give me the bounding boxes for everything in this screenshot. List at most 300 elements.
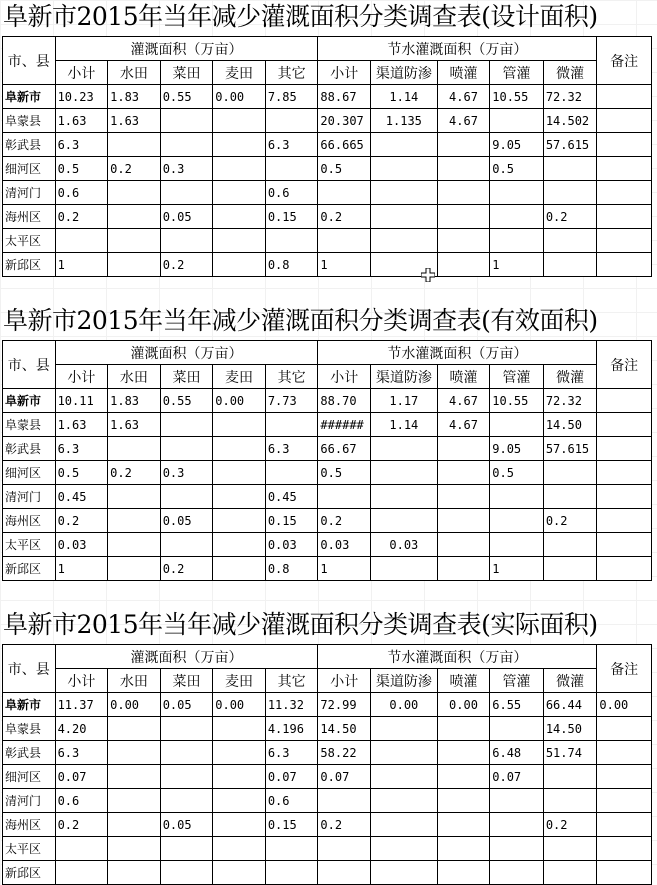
value-cell[interactable]: 1 [55,253,108,277]
region-name-cell[interactable]: 阜蒙县 [3,717,56,741]
value-cell[interactable]: 0.2 [108,157,161,181]
value-cell[interactable] [597,861,652,885]
value-cell[interactable] [213,861,266,885]
value-cell[interactable]: 4.67 [437,85,490,109]
column-header[interactable]: 水田 [108,365,161,389]
value-cell[interactable]: 66.67 [318,437,371,461]
value-cell[interactable] [437,133,490,157]
value-cell[interactable] [597,109,652,133]
value-cell[interactable] [213,461,266,485]
column-header[interactable]: 麦田 [213,61,266,85]
value-cell[interactable] [437,861,490,885]
column-header[interactable]: 小计 [318,365,371,389]
value-cell[interactable]: 0.2 [55,205,108,229]
value-cell[interactable]: 0.05 [160,693,213,717]
value-cell[interactable] [597,133,652,157]
region-name-cell[interactable]: 新邱区 [3,253,56,277]
value-cell[interactable] [437,229,490,253]
value-cell[interactable]: 0.2 [160,253,213,277]
value-cell[interactable]: 1 [490,253,544,277]
value-cell[interactable]: 0.03 [318,533,371,557]
value-cell[interactable] [160,789,213,813]
region-name-cell[interactable]: 太平区 [3,229,56,253]
value-cell[interactable]: 10.11 [55,389,108,413]
region-name-cell[interactable]: 新邱区 [3,557,56,581]
value-cell[interactable] [490,861,544,885]
value-cell[interactable]: 0.8 [265,557,318,581]
value-cell[interactable]: 0.2 [318,813,371,837]
value-cell[interactable] [597,789,652,813]
column-header[interactable]: 菜田 [160,669,213,693]
value-cell[interactable] [370,741,437,765]
value-cell[interactable] [490,813,544,837]
value-cell[interactable]: 66.665 [318,133,371,157]
column-header[interactable]: 其它 [265,669,318,693]
value-cell[interactable] [213,837,266,861]
value-cell[interactable]: 1.63 [55,413,108,437]
value-cell[interactable] [437,157,490,181]
value-cell[interactable] [543,789,597,813]
value-cell[interactable] [55,229,108,253]
value-cell[interactable] [160,861,213,885]
value-cell[interactable]: 1.17 [370,389,437,413]
value-cell[interactable] [490,485,544,509]
value-cell[interactable] [160,181,213,205]
value-cell[interactable] [265,229,318,253]
value-cell[interactable] [597,229,652,253]
region-name-cell[interactable]: 太平区 [3,837,56,861]
region-name-cell[interactable]: 清河门 [3,485,56,509]
value-cell[interactable]: 72.32 [543,85,597,109]
column-header[interactable]: 管灌 [490,365,544,389]
region-name-cell[interactable]: 彰武县 [3,437,56,461]
irrigation-area-header[interactable]: 灌溉面积（万亩） [55,37,318,61]
value-cell[interactable] [370,789,437,813]
value-cell[interactable]: 0.15 [265,813,318,837]
value-cell[interactable]: 6.3 [265,133,318,157]
value-cell[interactable] [108,437,161,461]
value-cell[interactable]: 0.00 [597,693,652,717]
value-cell[interactable]: 14.502 [543,109,597,133]
value-cell[interactable]: 0.3 [160,157,213,181]
value-cell[interactable] [597,461,652,485]
value-cell[interactable]: 88.67 [318,85,371,109]
value-cell[interactable] [213,157,266,181]
value-cell[interactable]: 0.05 [160,509,213,533]
value-cell[interactable]: 1 [318,253,371,277]
value-cell[interactable] [108,717,161,741]
value-cell[interactable]: 14.50 [543,413,597,437]
value-cell[interactable]: 0.5 [318,157,371,181]
value-cell[interactable] [597,837,652,861]
value-cell[interactable] [318,837,371,861]
value-cell[interactable] [318,181,371,205]
value-cell[interactable]: 6.3 [55,437,108,461]
region-name-cell[interactable]: 细河区 [3,157,56,181]
value-cell[interactable]: 0.5 [55,461,108,485]
value-cell[interactable] [370,765,437,789]
value-cell[interactable] [160,837,213,861]
value-cell[interactable]: 72.99 [318,693,371,717]
region-header[interactable]: 市、县 [3,37,56,85]
region-name-cell[interactable]: 清河门 [3,181,56,205]
column-header[interactable]: 水田 [108,61,161,85]
value-cell[interactable] [543,837,597,861]
value-cell[interactable]: 0.2 [543,509,597,533]
value-cell[interactable]: 0.5 [318,461,371,485]
value-cell[interactable] [437,181,490,205]
column-header[interactable]: 菜田 [160,365,213,389]
value-cell[interactable]: 0.00 [437,693,490,717]
value-cell[interactable]: 4.67 [437,413,490,437]
column-header[interactable]: 小计 [55,365,108,389]
value-cell[interactable]: 10.55 [490,389,544,413]
value-cell[interactable]: 0.55 [160,389,213,413]
value-cell[interactable]: 1.14 [370,85,437,109]
value-cell[interactable]: 20.307 [318,109,371,133]
value-cell[interactable] [437,741,490,765]
water-saving-area-header[interactable]: 节水灌溉面积（万亩） [318,37,597,61]
value-cell[interactable] [543,253,597,277]
value-cell[interactable]: 0.6 [55,789,108,813]
value-cell[interactable] [213,765,266,789]
value-cell[interactable] [437,765,490,789]
value-cell[interactable] [370,461,437,485]
value-cell[interactable] [213,533,266,557]
value-cell[interactable]: 0.00 [213,693,266,717]
value-cell[interactable]: 14.50 [318,717,371,741]
value-cell[interactable] [213,109,266,133]
value-cell[interactable] [265,413,318,437]
value-cell[interactable] [160,485,213,509]
region-name-cell[interactable]: 海州区 [3,509,56,533]
column-header[interactable]: 微灌 [543,669,597,693]
value-cell[interactable]: 57.615 [543,437,597,461]
remarks-header[interactable]: 备注 [597,37,652,85]
value-cell[interactable]: 6.48 [490,741,544,765]
column-header[interactable]: 水田 [108,669,161,693]
value-cell[interactable]: 1 [318,557,371,581]
value-cell[interactable]: 57.615 [543,133,597,157]
value-cell[interactable] [597,741,652,765]
value-cell[interactable] [490,229,544,253]
value-cell[interactable]: 0.8 [265,253,318,277]
value-cell[interactable] [265,157,318,181]
value-cell[interactable] [437,461,490,485]
column-header[interactable]: 小计 [318,61,371,85]
column-header[interactable]: 渠道防渗 [370,669,437,693]
value-cell[interactable] [55,861,108,885]
value-cell[interactable]: 6.3 [265,437,318,461]
value-cell[interactable] [490,837,544,861]
value-cell[interactable]: 0.45 [265,485,318,509]
value-cell[interactable] [543,181,597,205]
column-header[interactable]: 菜田 [160,61,213,85]
value-cell[interactable]: 10.55 [490,85,544,109]
region-name-cell[interactable]: 阜蒙县 [3,109,56,133]
value-cell[interactable] [437,557,490,581]
region-name-cell[interactable]: 新邱区 [3,861,56,885]
value-cell[interactable] [108,789,161,813]
column-header[interactable]: 喷灌 [437,61,490,85]
region-name-cell[interactable]: 阜新市 [3,389,56,413]
value-cell[interactable] [437,789,490,813]
value-cell[interactable]: 0.2 [543,205,597,229]
value-cell[interactable] [108,205,161,229]
column-header[interactable]: 小计 [55,669,108,693]
value-cell[interactable] [370,157,437,181]
value-cell[interactable] [597,717,652,741]
value-cell[interactable] [597,253,652,277]
value-cell[interactable]: 0.6 [55,181,108,205]
value-cell[interactable] [597,389,652,413]
value-cell[interactable] [597,205,652,229]
column-header[interactable]: 麦田 [213,365,266,389]
value-cell[interactable]: 4.67 [437,109,490,133]
value-cell[interactable] [490,533,544,557]
value-cell[interactable]: 0.45 [55,485,108,509]
value-cell[interactable]: 0.6 [265,789,318,813]
value-cell[interactable] [370,557,437,581]
column-header[interactable]: 麦田 [213,669,266,693]
value-cell[interactable] [160,229,213,253]
region-name-cell[interactable]: 阜新市 [3,85,56,109]
value-cell[interactable] [108,485,161,509]
region-name-cell[interactable]: 阜蒙县 [3,413,56,437]
irrigation-area-header[interactable]: 灌溉面积（万亩） [55,645,318,669]
value-cell[interactable] [108,181,161,205]
value-cell[interactable]: 4.20 [55,717,108,741]
remarks-header[interactable]: 备注 [597,341,652,389]
value-cell[interactable] [490,789,544,813]
value-cell[interactable]: 1.63 [108,413,161,437]
value-cell[interactable] [160,717,213,741]
value-cell[interactable] [370,181,437,205]
value-cell[interactable]: 0.05 [160,813,213,837]
value-cell[interactable] [597,437,652,461]
value-cell[interactable]: 0.00 [370,693,437,717]
column-header[interactable]: 管灌 [490,61,544,85]
value-cell[interactable] [437,813,490,837]
value-cell[interactable] [108,133,161,157]
value-cell[interactable] [160,437,213,461]
value-cell[interactable]: 7.73 [265,389,318,413]
water-saving-area-header[interactable]: 节水灌溉面积（万亩） [318,645,597,669]
value-cell[interactable] [597,765,652,789]
value-cell[interactable] [490,413,544,437]
value-cell[interactable] [213,717,266,741]
region-header[interactable]: 市、县 [3,341,56,389]
value-cell[interactable]: 0.03 [265,533,318,557]
value-cell[interactable] [490,717,544,741]
value-cell[interactable] [597,413,652,437]
value-cell[interactable] [213,133,266,157]
value-cell[interactable]: 0.00 [213,389,266,413]
value-cell[interactable] [597,509,652,533]
column-header[interactable]: 喷灌 [437,669,490,693]
value-cell[interactable]: 66.44 [543,693,597,717]
value-cell[interactable]: 0.2 [160,557,213,581]
value-cell[interactable]: 6.55 [490,693,544,717]
value-cell[interactable] [597,157,652,181]
value-cell[interactable] [597,557,652,581]
value-cell[interactable]: 1.14 [370,413,437,437]
value-cell[interactable] [543,461,597,485]
value-cell[interactable]: 0.05 [160,205,213,229]
value-cell[interactable]: 1.135 [370,109,437,133]
value-cell[interactable] [437,205,490,229]
column-header[interactable]: 其它 [265,365,318,389]
value-cell[interactable] [108,741,161,765]
value-cell[interactable]: 0.15 [265,509,318,533]
value-cell[interactable] [490,205,544,229]
value-cell[interactable]: 6.3 [265,741,318,765]
value-cell[interactable] [543,765,597,789]
value-cell[interactable] [213,485,266,509]
value-cell[interactable] [370,229,437,253]
value-cell[interactable] [597,85,652,109]
value-cell[interactable]: 0.03 [55,533,108,557]
value-cell[interactable]: 1.63 [55,109,108,133]
value-cell[interactable] [108,253,161,277]
value-cell[interactable] [265,109,318,133]
value-cell[interactable] [437,437,490,461]
value-cell[interactable] [213,557,266,581]
value-cell[interactable]: 11.32 [265,693,318,717]
region-name-cell[interactable]: 海州区 [3,813,56,837]
column-header[interactable]: 渠道防渗 [370,365,437,389]
value-cell[interactable] [543,533,597,557]
value-cell[interactable]: 0.5 [55,157,108,181]
value-cell[interactable]: 4.196 [265,717,318,741]
value-cell[interactable] [318,861,371,885]
value-cell[interactable] [213,741,266,765]
value-cell[interactable] [597,485,652,509]
region-name-cell[interactable]: 细河区 [3,461,56,485]
value-cell[interactable]: 0.00 [108,693,161,717]
value-cell[interactable] [490,181,544,205]
value-cell[interactable] [213,229,266,253]
value-cell[interactable] [213,181,266,205]
value-cell[interactable] [213,509,266,533]
value-cell[interactable] [597,813,652,837]
value-cell[interactable]: 0.15 [265,205,318,229]
value-cell[interactable] [108,837,161,861]
value-cell[interactable] [437,837,490,861]
value-cell[interactable] [370,205,437,229]
region-name-cell[interactable]: 海州区 [3,205,56,229]
value-cell[interactable] [265,861,318,885]
value-cell[interactable] [437,717,490,741]
value-cell[interactable]: 0.07 [55,765,108,789]
region-name-cell[interactable]: 细河区 [3,765,56,789]
value-cell[interactable]: 0.2 [318,205,371,229]
value-cell[interactable] [160,109,213,133]
irrigation-area-header[interactable]: 灌溉面积（万亩） [55,341,318,365]
value-cell[interactable] [543,157,597,181]
value-cell[interactable]: 10.23 [55,85,108,109]
value-cell[interactable] [318,485,371,509]
value-cell[interactable] [370,133,437,157]
value-cell[interactable] [370,437,437,461]
value-cell[interactable] [437,485,490,509]
column-header[interactable]: 小计 [55,61,108,85]
value-cell[interactable]: 58.22 [318,741,371,765]
region-name-cell[interactable]: 阜新市 [3,693,56,717]
value-cell[interactable]: 11.37 [55,693,108,717]
value-cell[interactable]: 0.07 [265,765,318,789]
value-cell[interactable] [265,837,318,861]
value-cell[interactable] [543,229,597,253]
value-cell[interactable]: 14.50 [543,717,597,741]
column-header[interactable]: 喷灌 [437,365,490,389]
value-cell[interactable] [370,509,437,533]
value-cell[interactable]: 0.03 [370,533,437,557]
value-cell[interactable]: 0.6 [265,181,318,205]
value-cell[interactable]: 0.5 [490,157,544,181]
value-cell[interactable] [160,133,213,157]
value-cell[interactable] [370,813,437,837]
value-cell[interactable] [213,413,266,437]
remarks-header[interactable]: 备注 [597,645,652,693]
value-cell[interactable]: 51.74 [543,741,597,765]
value-cell[interactable] [108,509,161,533]
value-cell[interactable] [213,813,266,837]
value-cell[interactable] [108,765,161,789]
value-cell[interactable] [490,109,544,133]
value-cell[interactable]: 0.3 [160,461,213,485]
value-cell[interactable] [370,485,437,509]
region-name-cell[interactable]: 彰武县 [3,133,56,157]
value-cell[interactable]: ###### [318,413,371,437]
column-header[interactable]: 小计 [318,669,371,693]
value-cell[interactable] [213,789,266,813]
value-cell[interactable]: 0.07 [318,765,371,789]
value-cell[interactable]: 6.3 [55,133,108,157]
value-cell[interactable] [437,509,490,533]
value-cell[interactable] [597,533,652,557]
value-cell[interactable] [437,533,490,557]
value-cell[interactable] [543,485,597,509]
value-cell[interactable] [213,437,266,461]
value-cell[interactable] [543,861,597,885]
column-header[interactable]: 渠道防渗 [370,61,437,85]
value-cell[interactable]: 0.55 [160,85,213,109]
value-cell[interactable] [370,717,437,741]
value-cell[interactable]: 6.3 [55,741,108,765]
value-cell[interactable] [55,837,108,861]
value-cell[interactable]: 0.2 [55,509,108,533]
value-cell[interactable] [318,789,371,813]
column-header[interactable]: 微灌 [543,365,597,389]
value-cell[interactable]: 0.2 [55,813,108,837]
column-header[interactable]: 微灌 [543,61,597,85]
value-cell[interactable]: 0.2 [108,461,161,485]
column-header[interactable]: 管灌 [490,669,544,693]
value-cell[interactable] [108,229,161,253]
column-header[interactable]: 其它 [265,61,318,85]
value-cell[interactable]: 1 [55,557,108,581]
water-saving-area-header[interactable]: 节水灌溉面积（万亩） [318,341,597,365]
value-cell[interactable] [370,861,437,885]
region-name-cell[interactable]: 清河门 [3,789,56,813]
value-cell[interactable] [213,205,266,229]
value-cell[interactable] [318,229,371,253]
value-cell[interactable]: 1.83 [108,85,161,109]
value-cell[interactable] [597,181,652,205]
value-cell[interactable]: 0.2 [318,509,371,533]
value-cell[interactable]: 1.63 [108,109,161,133]
